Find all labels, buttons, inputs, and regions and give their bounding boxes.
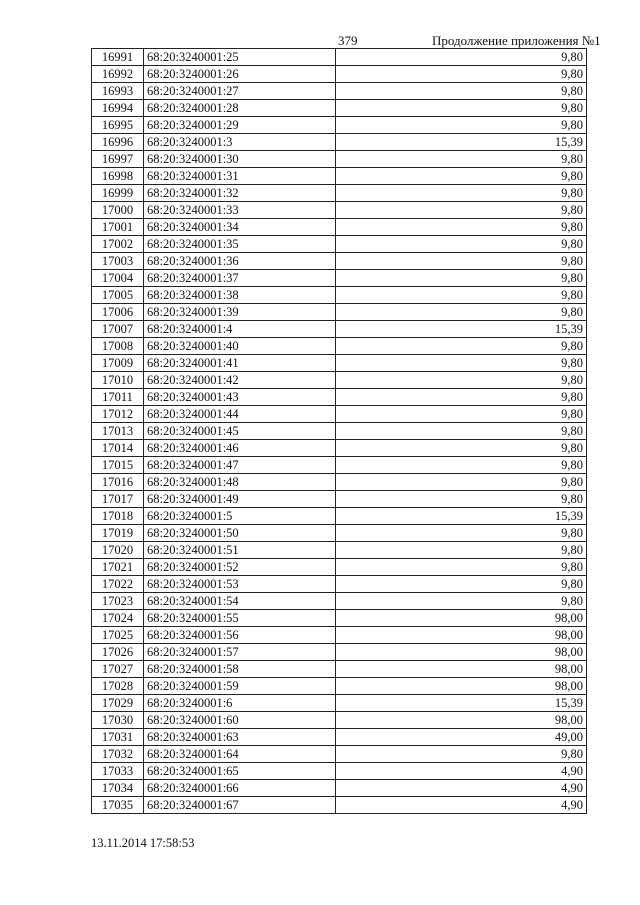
table-body (92, 49, 587, 814)
value-cell: 9,80 (336, 576, 587, 593)
cadastral-number-cell: 68:20:3240001:41 (144, 355, 336, 372)
row-number-cell: 17018 (92, 508, 144, 525)
value-cell: 9,80 (336, 151, 587, 168)
value-cell: 9,80 (336, 542, 587, 559)
row-number-cell: 17016 (92, 474, 144, 491)
value-cell: 9,80 (336, 304, 587, 321)
value-cell: 9,80 (336, 491, 587, 508)
value-cell: 15,39 (336, 321, 587, 338)
table-row (92, 559, 587, 576)
table-row (92, 712, 587, 729)
table-row (92, 610, 587, 627)
cadastral-number-cell: 68:20:3240001:26 (144, 66, 336, 83)
table-row (92, 355, 587, 372)
cadastral-number-cell: 68:20:3240001:47 (144, 457, 336, 474)
value-cell: 98,00 (336, 678, 587, 695)
table-row (92, 746, 587, 763)
table-row (92, 321, 587, 338)
row-number-cell: 17034 (92, 780, 144, 797)
cadastral-number-cell: 68:20:3240001:38 (144, 287, 336, 304)
table-row (92, 219, 587, 236)
cadastral-number-cell: 68:20:3240001:60 (144, 712, 336, 729)
table-row (92, 763, 587, 780)
cadastral-number-cell: 68:20:3240001:34 (144, 219, 336, 236)
cadastral-number-cell: 68:20:3240001:29 (144, 117, 336, 134)
table-row (92, 695, 587, 712)
cadastral-number-cell: 68:20:3240001:31 (144, 168, 336, 185)
row-number-cell: 17035 (92, 797, 144, 814)
row-number-cell: 17032 (92, 746, 144, 763)
row-number-cell: 16996 (92, 134, 144, 151)
value-cell: 9,80 (336, 83, 587, 100)
row-number-cell: 17005 (92, 287, 144, 304)
table-row (92, 729, 587, 746)
table-row (92, 542, 587, 559)
cadastral-number-cell: 68:20:3240001:53 (144, 576, 336, 593)
value-cell: 98,00 (336, 627, 587, 644)
value-cell: 9,80 (336, 593, 587, 610)
value-cell: 9,80 (336, 66, 587, 83)
cadastral-number-cell: 68:20:3240001:63 (144, 729, 336, 746)
cadastral-number-cell: 68:20:3240001:32 (144, 185, 336, 202)
value-cell: 9,80 (336, 338, 587, 355)
cadastral-number-cell: 68:20:3240001:6 (144, 695, 336, 712)
value-cell: 9,80 (336, 525, 587, 542)
table-row (92, 525, 587, 542)
table-row (92, 389, 587, 406)
cadastral-number-cell: 68:20:3240001:37 (144, 270, 336, 287)
value-cell: 9,80 (336, 219, 587, 236)
land-parcel-table (91, 48, 587, 814)
cadastral-number-cell: 68:20:3240001:42 (144, 372, 336, 389)
row-number-cell: 16997 (92, 151, 144, 168)
row-number-cell: 17013 (92, 423, 144, 440)
value-cell: 4,90 (336, 780, 587, 797)
value-cell: 9,80 (336, 100, 587, 117)
cadastral-number-cell: 68:20:3240001:39 (144, 304, 336, 321)
table-row (92, 372, 587, 389)
row-number-cell: 17026 (92, 644, 144, 661)
row-number-cell: 17010 (92, 372, 144, 389)
cadastral-number-cell: 68:20:3240001:59 (144, 678, 336, 695)
row-number-cell: 17023 (92, 593, 144, 610)
value-cell: 9,80 (336, 746, 587, 763)
cadastral-number-cell: 68:20:3240001:67 (144, 797, 336, 814)
table-row (92, 202, 587, 219)
cadastral-number-cell: 68:20:3240001:50 (144, 525, 336, 542)
table-row (92, 474, 587, 491)
value-cell: 9,80 (336, 389, 587, 406)
cadastral-number-cell: 68:20:3240001:5 (144, 508, 336, 525)
cadastral-number-cell: 68:20:3240001:36 (144, 253, 336, 270)
table-row (92, 304, 587, 321)
value-cell: 98,00 (336, 644, 587, 661)
value-cell: 49,00 (336, 729, 587, 746)
table-row (92, 168, 587, 185)
row-number-cell: 17008 (92, 338, 144, 355)
table-row (92, 576, 587, 593)
table-row (92, 406, 587, 423)
table-row (92, 236, 587, 253)
cadastral-number-cell: 68:20:3240001:56 (144, 627, 336, 644)
row-number-cell: 17003 (92, 253, 144, 270)
row-number-cell: 17025 (92, 627, 144, 644)
table-row (92, 780, 587, 797)
appendix-continuation-note: Продолжение приложения №1 (432, 33, 601, 48)
value-cell: 98,00 (336, 610, 587, 627)
value-cell: 98,00 (336, 661, 587, 678)
table-row (92, 270, 587, 287)
row-number-cell: 17033 (92, 763, 144, 780)
cadastral-number-cell: 68:20:3240001:30 (144, 151, 336, 168)
table-row (92, 100, 587, 117)
table-row (92, 66, 587, 83)
value-cell: 9,80 (336, 440, 587, 457)
row-number-cell: 17001 (92, 219, 144, 236)
cadastral-number-cell: 68:20:3240001:55 (144, 610, 336, 627)
row-number-cell: 17024 (92, 610, 144, 627)
row-number-cell: 17015 (92, 457, 144, 474)
value-cell: 9,80 (336, 236, 587, 253)
cadastral-number-cell: 68:20:3240001:48 (144, 474, 336, 491)
cadastral-number-cell: 68:20:3240001:51 (144, 542, 336, 559)
table-row (92, 593, 587, 610)
row-number-cell: 17014 (92, 440, 144, 457)
value-cell: 98,00 (336, 712, 587, 729)
row-number-cell: 17017 (92, 491, 144, 508)
row-number-cell: 17028 (92, 678, 144, 695)
table-row (92, 661, 587, 678)
row-number-cell: 17029 (92, 695, 144, 712)
row-number-cell: 16998 (92, 168, 144, 185)
table-row (92, 338, 587, 355)
table-row (92, 440, 587, 457)
print-timestamp: 13.11.2014 17:58:53 (91, 836, 195, 850)
row-number-cell: 17020 (92, 542, 144, 559)
cadastral-number-cell: 68:20:3240001:3 (144, 134, 336, 151)
row-number-cell: 17011 (92, 389, 144, 406)
value-cell: 9,80 (336, 117, 587, 134)
table-row (92, 49, 587, 66)
cadastral-number-cell: 68:20:3240001:4 (144, 321, 336, 338)
row-number-cell: 17031 (92, 729, 144, 746)
row-number-cell: 17012 (92, 406, 144, 423)
table-row (92, 797, 587, 814)
table-row (92, 185, 587, 202)
row-number-cell: 17019 (92, 525, 144, 542)
row-number-cell: 16999 (92, 185, 144, 202)
row-number-cell: 16991 (92, 49, 144, 66)
table-row (92, 678, 587, 695)
table-row (92, 117, 587, 134)
cadastral-number-cell: 68:20:3240001:52 (144, 559, 336, 576)
value-cell: 9,80 (336, 168, 587, 185)
value-cell: 9,80 (336, 253, 587, 270)
cadastral-number-cell: 68:20:3240001:57 (144, 644, 336, 661)
page-number: 379 (338, 33, 358, 48)
cadastral-number-cell: 68:20:3240001:43 (144, 389, 336, 406)
cadastral-number-cell: 68:20:3240001:65 (144, 763, 336, 780)
row-number-cell: 17022 (92, 576, 144, 593)
value-cell: 9,80 (336, 474, 587, 491)
cadastral-number-cell: 68:20:3240001:35 (144, 236, 336, 253)
cadastral-number-cell: 68:20:3240001:58 (144, 661, 336, 678)
value-cell: 9,80 (336, 372, 587, 389)
cadastral-number-cell: 68:20:3240001:27 (144, 83, 336, 100)
cadastral-number-cell: 68:20:3240001:66 (144, 780, 336, 797)
value-cell: 15,39 (336, 695, 587, 712)
value-cell: 9,80 (336, 423, 587, 440)
row-number-cell: 17006 (92, 304, 144, 321)
row-number-cell: 17027 (92, 661, 144, 678)
value-cell: 9,80 (336, 270, 587, 287)
table-row (92, 83, 587, 100)
row-number-cell: 17007 (92, 321, 144, 338)
cadastral-number-cell: 68:20:3240001:44 (144, 406, 336, 423)
table-row (92, 627, 587, 644)
table-row (92, 423, 587, 440)
value-cell: 9,80 (336, 202, 587, 219)
cadastral-number-cell: 68:20:3240001:46 (144, 440, 336, 457)
value-cell: 9,80 (336, 287, 587, 304)
table-row (92, 491, 587, 508)
value-cell: 9,80 (336, 49, 587, 66)
value-cell: 9,80 (336, 457, 587, 474)
row-number-cell: 16992 (92, 66, 144, 83)
row-number-cell: 17000 (92, 202, 144, 219)
table-row (92, 151, 587, 168)
cadastral-number-cell: 68:20:3240001:40 (144, 338, 336, 355)
cadastral-number-cell: 68:20:3240001:28 (144, 100, 336, 117)
table-row (92, 508, 587, 525)
cadastral-number-cell: 68:20:3240001:45 (144, 423, 336, 440)
table-row (92, 287, 587, 304)
value-cell: 9,80 (336, 355, 587, 372)
row-number-cell: 17009 (92, 355, 144, 372)
value-cell: 4,90 (336, 797, 587, 814)
value-cell: 15,39 (336, 134, 587, 151)
row-number-cell: 17021 (92, 559, 144, 576)
value-cell: 4,90 (336, 763, 587, 780)
table-row (92, 134, 587, 151)
value-cell: 9,80 (336, 406, 587, 423)
table-row (92, 457, 587, 474)
table-row (92, 644, 587, 661)
value-cell: 15,39 (336, 508, 587, 525)
row-number-cell: 17002 (92, 236, 144, 253)
cadastral-number-cell: 68:20:3240001:54 (144, 593, 336, 610)
cadastral-number-cell: 68:20:3240001:25 (144, 49, 336, 66)
row-number-cell: 16994 (92, 100, 144, 117)
row-number-cell: 17030 (92, 712, 144, 729)
value-cell: 9,80 (336, 185, 587, 202)
row-number-cell: 17004 (92, 270, 144, 287)
cadastral-number-cell: 68:20:3240001:49 (144, 491, 336, 508)
row-number-cell: 16995 (92, 117, 144, 134)
cadastral-number-cell: 68:20:3240001:64 (144, 746, 336, 763)
table-row (92, 253, 587, 270)
value-cell: 9,80 (336, 559, 587, 576)
row-number-cell: 16993 (92, 83, 144, 100)
cadastral-number-cell: 68:20:3240001:33 (144, 202, 336, 219)
